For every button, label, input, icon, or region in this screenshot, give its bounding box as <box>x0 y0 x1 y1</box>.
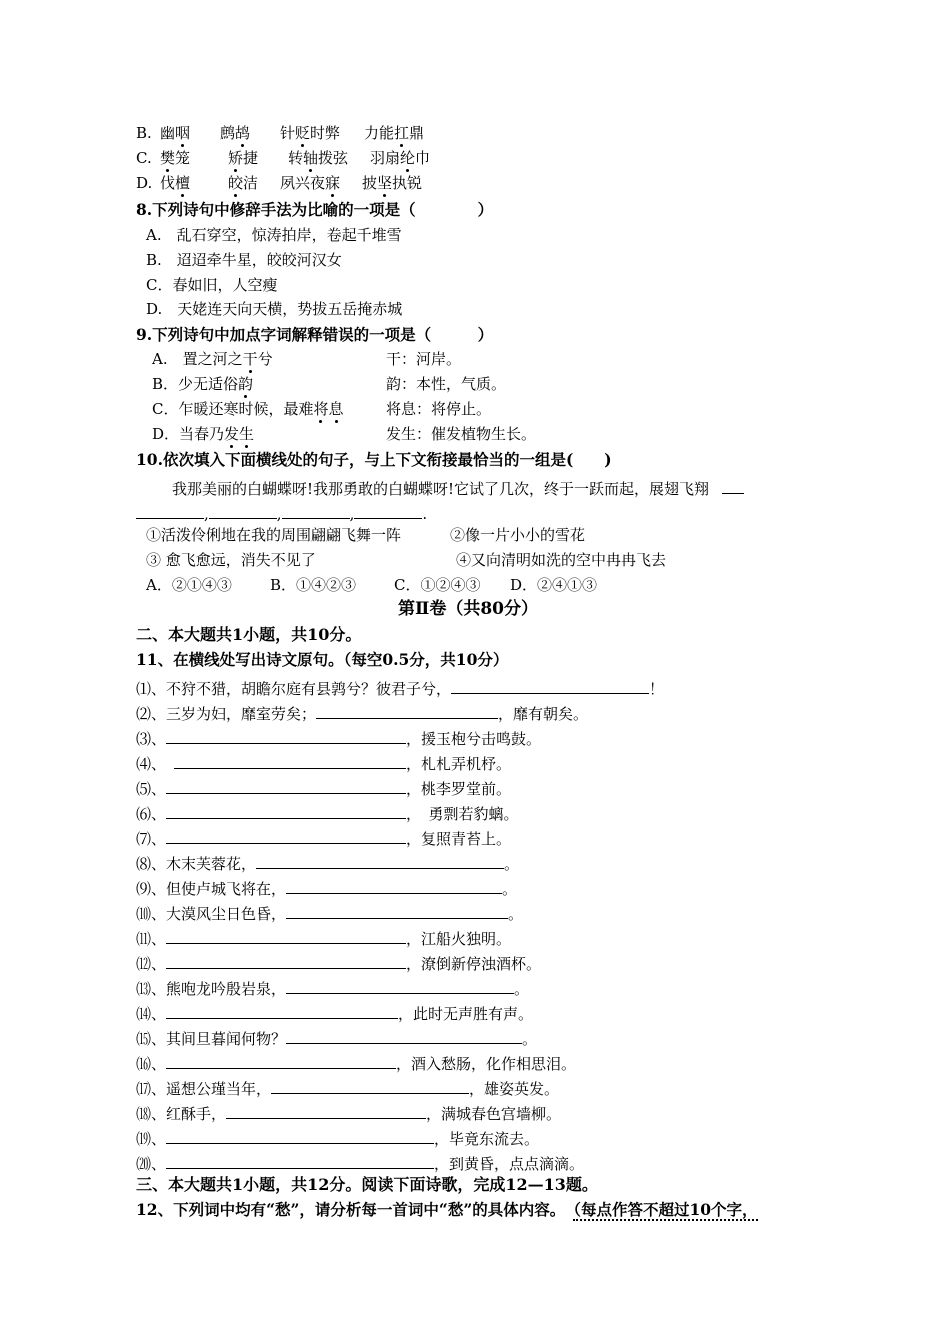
q12-line <box>136 1202 758 1218</box>
item-suffix: ，潦倒新停浊酒杯。 <box>406 955 542 973</box>
item-prefix: 大漠风尘日色昏， <box>166 905 287 923</box>
answer-blank[interactable] <box>286 878 502 894</box>
q9-row-c-question: C．乍暖还寒时候，最难将息 <box>152 400 344 418</box>
answer-blank[interactable] <box>166 928 406 944</box>
q11-item <box>136 728 541 747</box>
q8-option-b: B. 迢迢牵牛星，皎皎河汉女 <box>146 251 342 269</box>
q11-item <box>136 1128 539 1147</box>
answer-blank[interactable] <box>166 828 406 844</box>
item-suffix: ！ <box>649 680 665 698</box>
item-number: ⒁、 <box>136 1005 167 1023</box>
q10-stem: 10.依次填入下面横线处的句子，与上下文衔接最恰当的一组是( ) <box>136 450 612 469</box>
q11-item <box>136 778 511 797</box>
word-3: 针贬时弊 <box>280 124 341 142</box>
item-suffix: ，复照青苔上。 <box>406 830 512 848</box>
q11-item <box>136 703 588 722</box>
q10-answer-a: A．②①④③ <box>146 576 232 594</box>
item-suffix: ，靡有朝矣。 <box>498 705 589 723</box>
answer-blank[interactable] <box>226 1103 426 1119</box>
item-number: ⒂、 <box>136 1030 167 1048</box>
q11-item <box>136 1028 537 1047</box>
answer-blank[interactable] <box>316 703 498 719</box>
q10-passage <box>172 478 744 497</box>
item-suffix: ，此时无声胜有声。 <box>398 1005 534 1023</box>
q10-answer-d: D．②④①③ <box>510 576 598 594</box>
item-prefix: 红酥手， <box>166 1105 227 1123</box>
item-number: ⒃、 <box>136 1055 167 1073</box>
section2-title: 二、本大题共1小题，共10分。 <box>136 625 362 644</box>
q7-option-b <box>136 124 425 142</box>
option-letter: B. <box>136 124 152 142</box>
answer-blank[interactable] <box>166 953 406 969</box>
q7-option-c <box>136 149 431 167</box>
q9-row-b-answer: 韵：本性，气质。 <box>386 375 507 393</box>
item-number: ⑻、 <box>136 855 167 873</box>
word-1: 幽咽 <box>160 124 191 142</box>
item-number: ⑷、 <box>136 755 167 773</box>
q8-stem: 8.下列诗句中修辞手法为比喻的一项是（ ） <box>136 200 494 219</box>
answer-blank[interactable] <box>166 728 406 744</box>
option-letter: C. <box>136 149 152 167</box>
q11-item <box>136 978 529 997</box>
item-prefix: 熊咆龙吟殷岩泉， <box>166 980 287 998</box>
blank-4[interactable] <box>354 503 422 519</box>
item-prefix: 但使卢城飞将在， <box>166 880 287 898</box>
answer-blank[interactable] <box>166 1003 398 1019</box>
passage-text: 我那美丽的白蝴蝶呀!我那勇敢的白蝴蝶呀!它试了几次，终于一跃而起，展翅飞翔 <box>172 480 710 498</box>
blank-3[interactable] <box>282 503 350 519</box>
item-number: ⑹、 <box>136 805 167 823</box>
answer-blank[interactable] <box>286 903 508 919</box>
item-number: ⑺、 <box>136 830 167 848</box>
item-number: ⑴、 <box>136 680 167 698</box>
word-2: 矫捷 <box>228 149 259 167</box>
item-suffix: 。 <box>522 1030 538 1048</box>
item-suffix: ，桃李罗堂前。 <box>406 780 512 798</box>
q11-item <box>136 1053 576 1072</box>
word-4: 披坚执锐 <box>362 174 423 192</box>
item-number: ⑾、 <box>136 930 167 948</box>
word-4: 羽扇纶巾 <box>370 149 431 167</box>
word-2: 鹧鸪 <box>220 124 251 142</box>
item-number: ⒇、 <box>136 1155 167 1173</box>
q11-item <box>136 1103 561 1122</box>
item-number: ⑶、 <box>136 730 167 748</box>
item-prefix: 三岁为妇，靡室劳矣； <box>166 705 317 723</box>
item-number: ⑼、 <box>136 880 167 898</box>
q8-option-c: C．春如旧，人空瘦 <box>146 276 278 294</box>
word-3: 转轴拨弦 <box>288 149 349 167</box>
item-number: ⒆、 <box>136 1130 167 1148</box>
blank-1[interactable] <box>136 503 204 519</box>
item-suffix: ，到黄昏，点点滴滴。 <box>434 1155 585 1173</box>
answer-blank[interactable] <box>166 1153 434 1169</box>
part2-title: 第Ⅱ卷（共80分） <box>398 599 538 619</box>
q10-answer-c: C．①②④③ <box>394 576 481 594</box>
q11-item <box>136 753 511 772</box>
answer-blank[interactable] <box>256 853 504 869</box>
item-number: ⑽、 <box>136 905 167 923</box>
q9-row-a-question: A. 置之河之干兮 <box>152 350 273 368</box>
answer-blank[interactable] <box>166 1053 396 1069</box>
q11-item <box>136 1003 533 1022</box>
q10-blanks: , , , . <box>136 503 427 522</box>
q9-row-c-answer: 将息：将停止。 <box>386 400 492 418</box>
item-suffix: 。 <box>508 905 524 923</box>
q11-item <box>136 1153 584 1172</box>
item-suffix: ，江船火独明。 <box>406 930 512 948</box>
item-suffix: ，毕竟东流去。 <box>434 1130 540 1148</box>
answer-blank[interactable] <box>451 678 649 694</box>
item-suffix: ，札札弄机杼。 <box>406 755 512 773</box>
item-suffix: 。 <box>502 880 518 898</box>
blank-line[interactable] <box>722 478 744 494</box>
item-suffix: ，援玉枹兮击鸣鼓。 <box>406 730 542 748</box>
item-suffix: ，雄姿英发。 <box>469 1080 560 1098</box>
answer-blank[interactable] <box>271 1078 469 1094</box>
q11-item <box>136 903 523 922</box>
answer-blank[interactable] <box>286 1028 522 1044</box>
q11-stem: 11、在横线处写出诗文原句。（每空0.5分，共10分） <box>136 650 509 669</box>
q12-stem: 12、下列词中均有“愁”，请分析每一首词中“愁”的具体内容。 <box>136 1200 566 1219</box>
item-suffix: 。 <box>504 855 520 873</box>
answer-blank[interactable] <box>166 803 406 819</box>
item-prefix: 遥想公瑾当年， <box>166 1080 272 1098</box>
word-3: 夙兴夜寐 <box>280 174 341 192</box>
answer-blank[interactable] <box>166 1128 434 1144</box>
q11-item <box>136 678 664 697</box>
q9-row-b-question: B．少无适俗韵 <box>152 375 254 393</box>
item-prefix: 不狩不猎，胡瞻尔庭有县鹑兮？彼君子兮， <box>166 680 452 698</box>
item-prefix: 木末芙蓉花， <box>166 855 257 873</box>
word-1: 樊笼 <box>160 149 191 167</box>
q10-answer-b: B．①④②③ <box>270 576 357 594</box>
section3-title: 三、本大题共1小题，共12分。阅读下面诗歌，完成12—13题。 <box>136 1175 598 1194</box>
option-letter: D. <box>136 174 153 192</box>
word-4: 力能扛鼎 <box>364 124 425 142</box>
q12-note: （每点作答不超过10个字， <box>573 1200 758 1219</box>
item-suffix: ，满城春色宫墙柳。 <box>426 1105 562 1123</box>
item-number: ⒄、 <box>136 1080 167 1098</box>
item-number: ⑸、 <box>136 780 167 798</box>
q11-item <box>136 878 517 897</box>
q9-row-a-answer: 干：河岸。 <box>386 350 462 368</box>
q10-item-4: ④又向清明如洗的空中冉冉飞去 <box>456 551 667 569</box>
q9-row-d-question: D．当春乃发生 <box>152 425 255 443</box>
q11-item <box>136 928 511 947</box>
q9-stem: 9.下列诗句中加点字词解释错误的一项是（ ） <box>136 325 494 344</box>
item-suffix: 。 <box>514 980 530 998</box>
q11-item <box>136 803 519 822</box>
word-2: 皎洁 <box>228 174 259 192</box>
answer-blank[interactable] <box>286 978 514 994</box>
q10-item-3: ③ 愈飞愈远，消失不见了 <box>146 551 316 569</box>
answer-blank[interactable] <box>166 778 406 794</box>
item-number: ⑵、 <box>136 705 167 723</box>
item-number: ⒅、 <box>136 1105 167 1123</box>
q9-row-d-answer: 发生：催发植物生长。 <box>386 425 537 443</box>
q10-item-1: ①活泼伶俐地在我的周围翩翩飞舞一阵 <box>146 526 402 544</box>
word-1: 伐檀 <box>160 174 191 192</box>
blank-2[interactable] <box>209 503 277 519</box>
item-suffix: ， 勇剽若豹螭。 <box>406 805 519 823</box>
item-number: ⑿、 <box>136 955 167 973</box>
q11-item <box>136 853 519 872</box>
item-number: ⒀、 <box>136 980 167 998</box>
q11-item <box>136 828 511 847</box>
q11-item <box>136 953 541 972</box>
item-prefix: 其间旦暮闻何物？ <box>166 1030 287 1048</box>
q8-option-a: A. 乱石穿空，惊涛拍岸，卷起千堆雪 <box>146 226 402 244</box>
item-suffix: ，酒入愁肠，化作相思泪。 <box>396 1055 577 1073</box>
q10-item-2: ②像一片小小的雪花 <box>450 526 586 544</box>
answer-blank[interactable] <box>174 753 406 769</box>
q11-item <box>136 1078 559 1097</box>
q8-option-d: D. 天姥连天向天横，势拔五岳掩赤城 <box>146 300 403 318</box>
q7-option-d <box>136 174 423 192</box>
